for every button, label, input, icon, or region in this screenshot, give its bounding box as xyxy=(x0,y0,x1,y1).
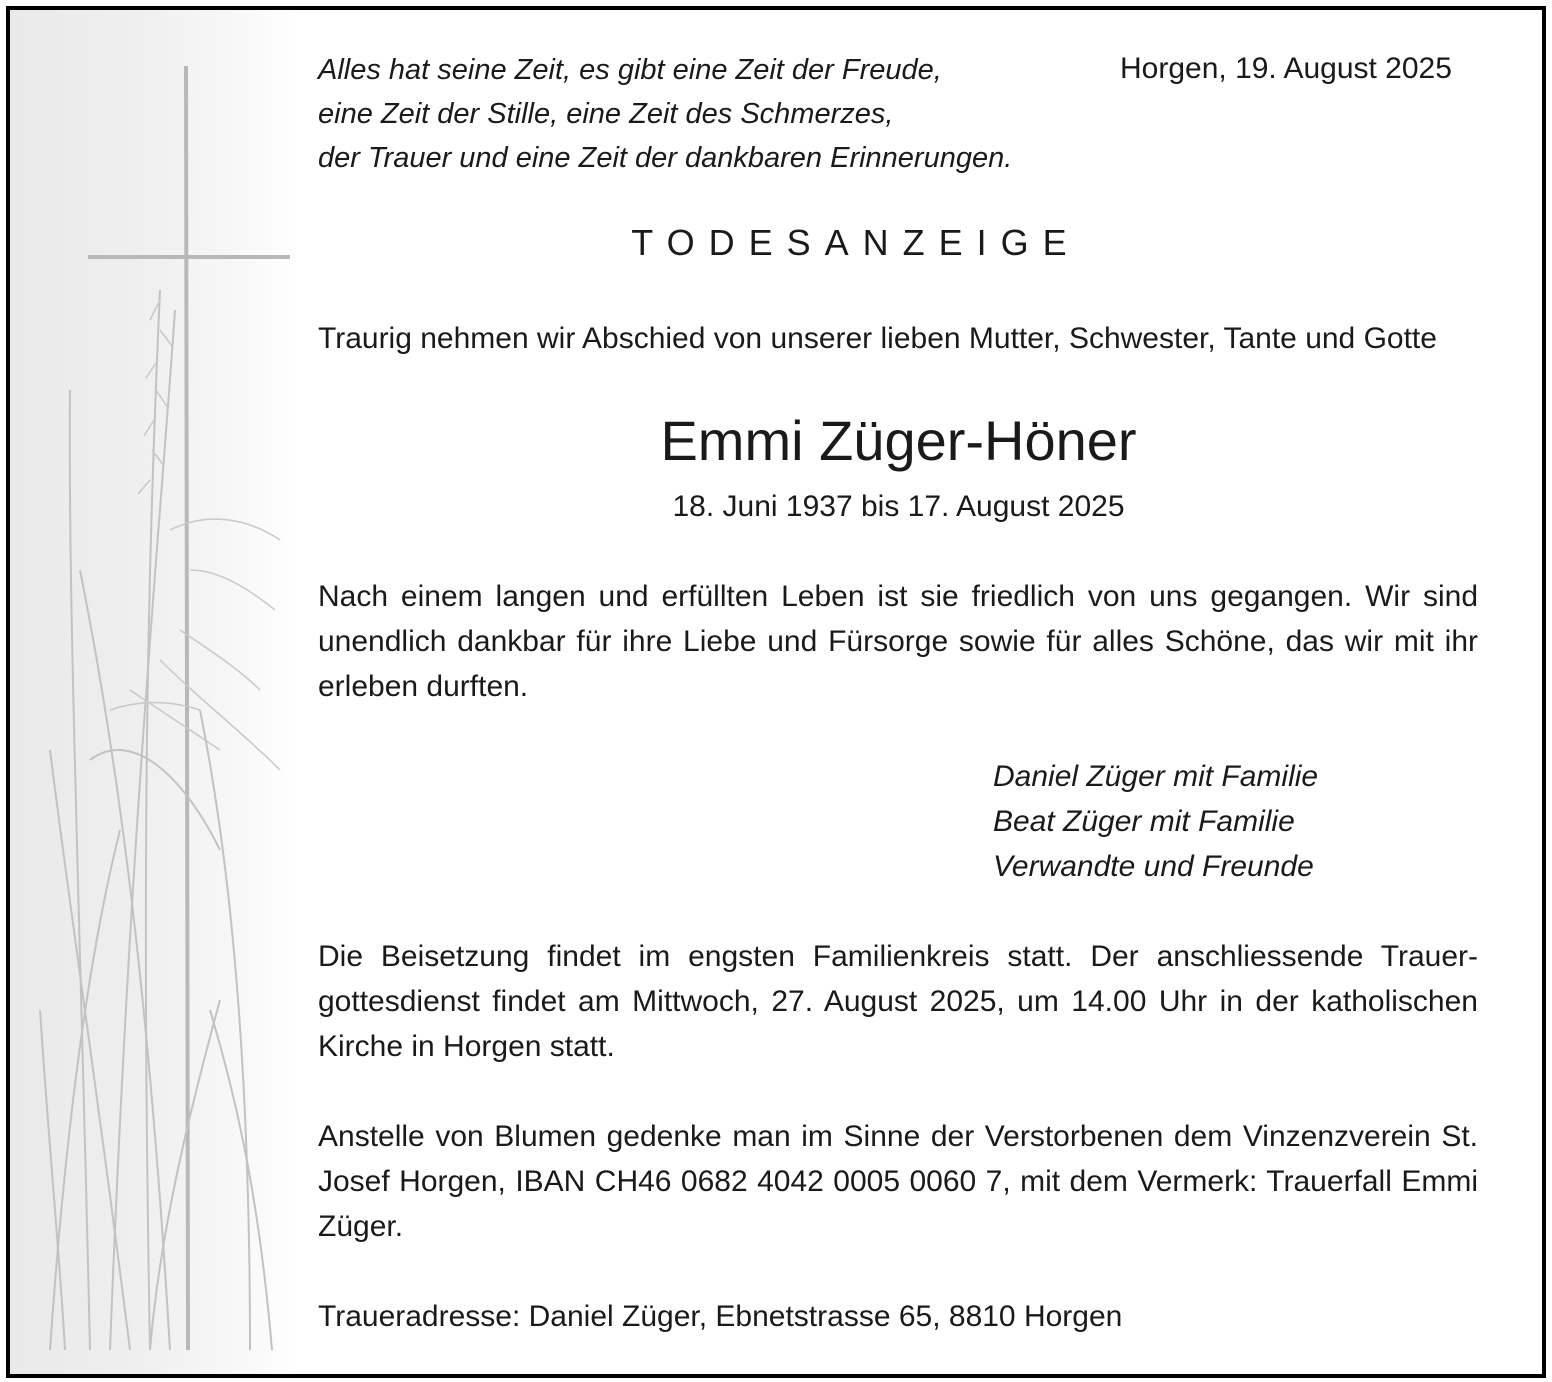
mourners-list xyxy=(993,754,1318,889)
mourner-line: Daniel Züger mit Familie xyxy=(993,760,1319,793)
mourner-line: Beat Züger mit Familie xyxy=(993,805,1295,838)
place-and-date: Horgen, 19. August 2025 xyxy=(1120,52,1452,85)
deceased-name: Emmi Züger-Höner xyxy=(660,409,1137,472)
intro-text: Traurig nehmen wir Abschied von unserer lieben Mutter, Schwester, Tante und Gotte xyxy=(318,322,1437,355)
paragraph-donation: Anstelle von Blumen gedenke man im Sinne der Verstorbenen dem Vinzenzverein St. Josef Horgen, IBAN CH46 0682 4042 0005 0060 7, mit dem Vermerk: Trauerfall Emmi Züger. xyxy=(318,1120,1478,1243)
mourner-line: Verwandte und Freunde xyxy=(993,850,1314,883)
grass-illustration xyxy=(10,10,300,1374)
paragraph-farewell: Nach einem langen und erfüllten Leben ist sie friedlich von uns gegangen. Wir sind unendlich dankbar für ihre Liebe und Fürsorge sowie für alles Schöne, das wir mit ihr erleben durften. xyxy=(318,580,1478,703)
quote-line: Alles hat seine Zeit, es gibt eine Zeit der Freude, xyxy=(318,54,942,86)
opening-quote xyxy=(318,48,1012,180)
paragraph-funeral-details: Die Beisetzung findet im engsten Familienkreis statt. Der anschliessende Trauergottesdienst findet am Mittwoch, 27. August 2025, um 14.00 Uhr in der katholischen Kirche in Horgen statt. xyxy=(318,940,1478,1063)
quote-line: der Trauer und eine Zeit der dankbaren Erinnerungen. xyxy=(318,142,1013,174)
quote-line: eine Zeit der Stille, eine Zeit des Schmerzes, xyxy=(318,98,894,130)
mourning-address: Traueradresse: Daniel Züger, Ebnetstrasse 65, 8810 Horgen xyxy=(318,1300,1123,1333)
life-dates: 18. Juni 1937 bis 17. August 2025 xyxy=(672,490,1125,523)
decorative-panel xyxy=(10,10,300,1374)
notice-heading: TODESANZEIGE xyxy=(631,222,1081,263)
